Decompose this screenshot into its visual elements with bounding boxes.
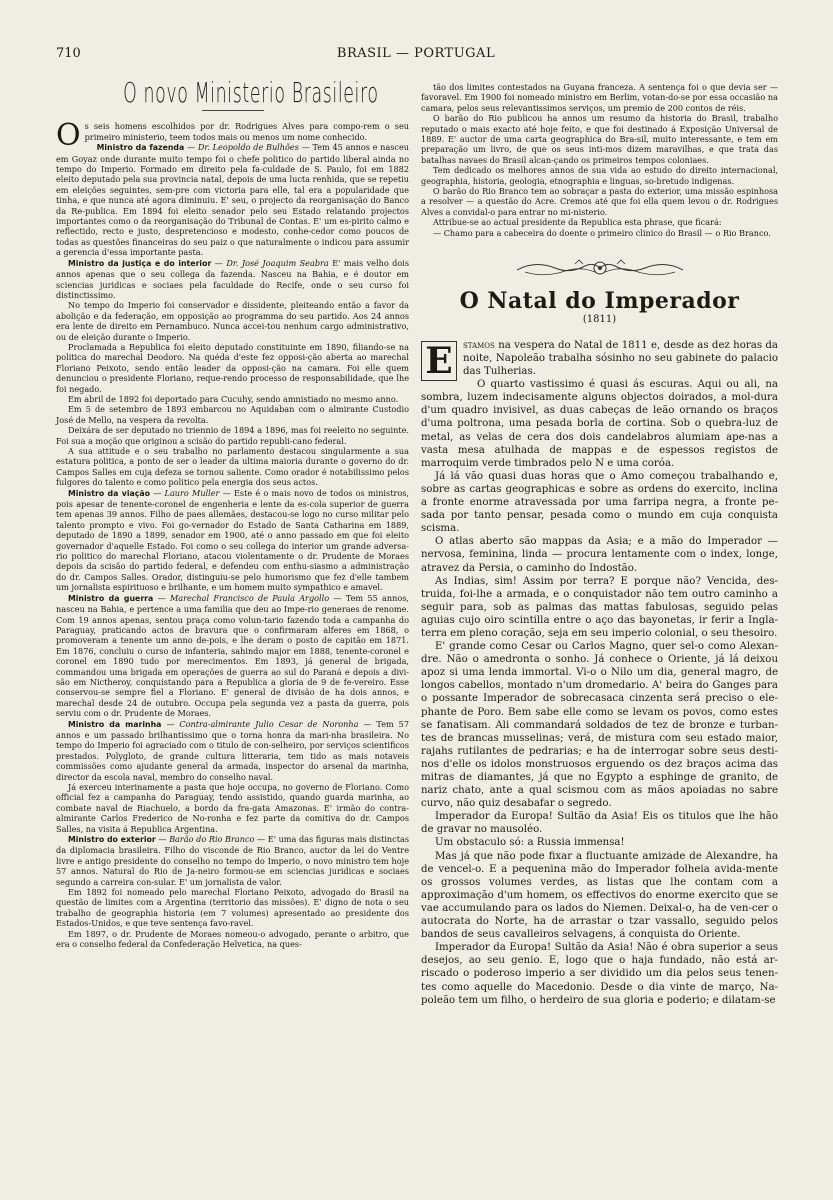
paragraph: — Chamo para a cabeceira do doente o primeiro clinico do Brasil — o Rio Branco.	[433, 227, 771, 238]
right-column	[421, 82, 778, 1007]
intro-text: s seis homens escolhidos por dr. Rodrigues Alves para compo-rem o seu primeiro ministerio, teem todos mais ou menos um nome conhecido.	[84, 121, 409, 142]
lead-word: stamos	[463, 339, 495, 351]
paragraph: tão dos limites contestados na Guyana franceza. A sentença foi o que devia ser — favoravel. Em 1900 foi nomeado ministro em Berlim, votan-do-se por essa occasião na camara, pelos seus relevantissimos serviços, um premio de 200 contos de réis.	[421, 82, 778, 113]
article-title-natal: O Natal do Imperador	[459, 288, 740, 315]
paragraph: Ministro da guerra — Marechal Francisco de Paula Argollo — Tem 55 annos, nasceu na Bahia, e pertence a uma familia que deu ao Impe-rio generaes de renome. Com 19 annos apenas, sentou praça como volun-tario fazendo toda a campanha do Paraguay, praticando actos de bravura que o confirmaram alferes em 1868, o promoveram a tenente um anno de-pois, e lhe deram o posto de capitão em 1871. Em 1876, concluiu o curso de infanteria, sahindo major em 1888, tenente-coronel e coronel em 1890 tudo por merecimentos. Em 1893, já general de brigada, commandou uma brigada em operações de guerra ao sul do Paraná e depois a divi-são em Nictheroy, conquistando para a Republica a gloria de 9 de fe-vereiro. Esse conservou-se sempre fiel a Floriano. E' general de divisão de ha dois annos, e marechal desde 24 de outubro. Occupa pela segunda vez a pasta da guerra, pois serviu com o dr. Prudente de Moraes.	[56, 592, 409, 719]
paragraph: Já lá vão quasi duas horas que o Amo começou trabalhando e, sobre as cartas geographicas e sobre as ordens do exercito, inclina a fronte enorme atravessada por uma farripa negra, a fronte pe-sada por tanto pensar, pesada como o mundo em cuja conquista scisma.	[421, 470, 778, 535]
minister-name: Barão do Rio Branco	[169, 834, 255, 845]
minister-name: Marechal Francisco de Paula Argollo	[169, 592, 330, 603]
section-lead: Ministro da viação	[68, 488, 150, 498]
section-lead: Ministro da marinha	[68, 719, 162, 729]
section-lead: Ministro da guerra	[68, 593, 154, 603]
article-year: (1811)	[582, 313, 617, 325]
page-number: 710	[56, 46, 81, 61]
paragraph: Em 1897, o dr. Prudente de Moraes nomeou-o advogado, perante o arbitro, que era o conselho federal da Confederação Helvetica, na ques-	[56, 928, 409, 950]
paragraph: Ministro da justiça e do interior — Dr. José Joaquim Seabra E' mais velho dois annos apenas que o seu collega da fazenda. Nasceu na Bahia, e é doutor em sciencias juridicas e sociaes pela faculdade do Recife, onde o seu curso foi distinctissimo.	[56, 257, 410, 300]
minister-name: Dr. Leopoldo de Bulhões	[197, 142, 299, 153]
section-lead: Ministro do exterior	[68, 835, 156, 845]
paragraph-text: — Tem 55 annos, nasceu na Bahia, e pertence a uma familia que deu ao Impe-rio generaes de renome. Com 19 annos apenas, sentou praça como volun-tario fazendo toda a campanha do Paraguay, praticando actos de bravura que o confirmaram alferes em 1868, o promoveram a tenente um anno de-pois, e lhe deram o posto de capitão em 1871. Em 1876, concluiu o curso de infanteria, sahindo major em 1888, tenente-coronel e coronel em 1890 tudo por merecimentos. Em 1893, já general de brigada, commandou uma brigada em operações de guerra ao sul do Paraná e depois a divi-são em Nictheroy, conquistando para a Republica a gloria de 9 de fe-vereiro. Esse conservou-se sempre fiel a Floriano. E' general de divisão de ha dois annos, e marechal desde 24 de outubro. Occupa pela segunda vez a pasta da guerra, pois serviu com o dr. Prudente de Moraes.	[56, 592, 409, 719]
paragraph: Mas já que não pode fixar a fluctuante amizade de Alexandre, ha de vencel-o. E a pequenina mão do Imperador folheia avida-mente os grossos volumes verdes, as listas que lhe contam com a approximação d'um homem, os effectivos do enorme exercito que se vae accumulando para os lados do Niemen. Deixal-o, ha de ven-cer o autocrata do Norte, ha de arrastar o tzar vassallo, seguido pelos bandos de seus cavalleiros selvagens, á conquista do Oriente.	[421, 850, 778, 941]
paragraph-text: E' mais velho dois annos apenas que o seu collega da fazenda. Nasceu na Bahia, e é doutor em sciencias juridicas e sociaes pela faculdade do Recife, onde o seu curso foi distinctissimo.	[56, 257, 410, 300]
paragraph: Tem dedicado os melhores annos de sua vida ao estudo do direito internacional, geographia, historia, geologia, etnographia e linguas, so-bretudo indigenas.	[421, 165, 778, 186]
paragraph: Em 5 de setembro de 1893 embarcou no Aquidaban com o almirante Custodio José de Mello, na vespera da revolta.	[56, 404, 409, 425]
paragraph: Deixára de ser deputado no triennio de 1894 a 1896, mas foi reeleito no seguinte. Foi sua a moção que originou a scisão do partido republi-cano federal.	[56, 425, 409, 446]
section-lead: Ministro da justiça e do interior	[68, 258, 212, 268]
paragraph: E' grande como Cesar ou Carlos Magno, quer sel-o como Alexan-dre. Não o amedronta o sonho. Já conhece o Oriente, já lá deixou apoz si uma lenda immortal. Vi-o o Nilo um dia, general magro, de longos cabellos, montado n'um dromedario. A' beira do Ganges para o possante Imperador de sobrecasaca cinzenta será preciso o ele-phante de Poro. Bem sabe elle como se levam os povos, como estes se fanatisam. Ali commandará soldados de tez de bronze e turban-tes de brancas musselinas; verá, de mistura com seu estado maior, rajahs rutilantes de pedrarias; e ha de interrogar sobre seus desti-nos d'elle os idolos monstruosos erguendo os dez braços acima das mitras de diamantes, já que no Egypto a esphinge de granito, de nariz chato, ante a qual scismou com as mãos apoiadas no sabre curvo, não quiz desabafar o segredo.	[421, 641, 778, 810]
paragraph: Ministro da fazenda — Dr. Leopoldo de Bulhões — Tem 45 annos e nasceu em Goyaz onde durante muito tempo foi o chefe politico do partido liberal ainda no tempo do Imperio. Formado em direito pela fa-culdade de S. Paulo, foi em 1882 eleito deputado pela sua provincia natal, depois de uma lucta renhida, que se repetiu em eleições seguintes, sem-pre com victoria para elle, tal era a popularidade que tinha, e que nunca até agora diminuiu. E' seu, o projecto da reorganisação do Banco da Re-publica. Em 1894 foi eleito senador pelo seu Estado relatando projectos importantes como o da reorganisação do Tribunal de Contas. E' um es-pirito calmo e reflectido, recto e justo, despretencioso e modesto, conhe-cedor como poucos de todas as questões financeiras do seu paiz o que naturalmente o indicou para assumir a gerencia d'essa importante pasta.	[56, 142, 409, 258]
paragraph: O quarto vastissimo é quasi ás escuras. Aqui ou ali, na sombra, luzem indecisamente alguns objectos doirados, a mol-dura d'um quadro invisivel, as duas cabeças de leão ornando os braços d'uma poltrona, uma pesada borla de cortina. Sob o quebra-luz de metal, as velas de cera dos dois candelabros alumiam ape-nas a vasta mesa atulhada de mappas e de espessos registos de marroquim verde timbrados pelo N e uma coróa.	[421, 379, 778, 469]
paragraph-text: — E' uma das figuras mais distinctas da diplomacia brasileira. Filho do visconde de Rio Branco, auctor da lei do Ventre livre e antigo presidente do conselho no tempo do Imperio, o novo ministro tem hoje 57 annos. Natural do Rio de Ja-neiro formou-se em sciencias juridicas e sociaes segundo a carreira con-sular. E' um jornalista de valor.	[56, 834, 409, 887]
page-header	[56, 46, 776, 66]
paragraph: Attribue-se ao actual presidente da Republica esta phrase, que ficará:	[433, 217, 722, 228]
lead-paragraph	[421, 339, 778, 382]
paragraph: Imperador da Europa! Sultão da Asia! Não é obra superior a seus desejos, ao seu genio. E, logo que o haja fundado, não está ar-riscado o poderoso imperio a ser dividido um dia pelos seus tenen-tes como aquelle do Macedonio. Desde o dia vinte de março, Na-poleão tem um filho, o herdeiro de sua gloria e poderio; e dilatam-se	[421, 942, 778, 1006]
paragraph: Ministro da marinha — Contra-almirante Julio Cesar de Noronha — Tem 57 annos e um passado brilhantissimo que o torna honra da mari-nha brasileira. No tempo do Imperio foi agraciado com o titulo de con-selheiro, por serviços scientificos prestados. Polygloto, de grande cultura litteraria, tem tido as mais notaveis commissões como ajudante general da armada, inspector do arsenal da marinha, director da escola naval, membro do conselho naval.	[56, 718, 409, 782]
paragraph: As Indias, sim! Assim por terra? E porque não? Vencida, des-truida, foi-lhe a armada, e o conquistador não tem outro caminho a seguir para, sob as palmas das mattas fabulosas, seguido pelas aguias cujo oiro scintilla entre o aço das bayonetas, ir ferir a Ingla-terra em pleno coração, seja em seu imperio colonial, o seu thesoiro.	[421, 575, 778, 639]
minister-name: Dr. José Joaquim Seabra	[226, 257, 329, 268]
running-title: BRASIL — PORTUGAL	[336, 46, 496, 61]
paragraph: Um obstaculo só: a Russia immensa!	[435, 837, 625, 849]
minister-name: Contra-almirante Julio Cesar de Noronha	[179, 718, 359, 729]
paragraph: No tempo do Imperio foi conservador e dissidente, pleiteando então a favor da abolição e da federação, em opposição ao programma do seu partido. Aos 24 annos era lente de direito em Pernambuco. Nunca accei-tou nenhum cargo administrativo, ou de eleição durante o Imperio.	[56, 300, 409, 342]
paragraph-text: — Tem 57 annos e um passado brilhantissimo que o torna honra da mari-nha brasileira. No tempo do Imperio foi agraciado com o titulo de con-selheiro, por serviços scientificos prestados. Polygloto, de grande cultura litteraria, tem tido as mais notaveis commissões como ajudante general da armada, inspector do arsenal da marinha, director da escola naval, membro do conselho naval.	[56, 718, 409, 782]
left-column	[56, 76, 410, 950]
drop-cap: E	[421, 341, 457, 381]
paragraph: Proclamada a Republica foi eleito deputado constituinte em 1890, filiando-se na politica do marechal Deodoro. Na quéda d'este fez opposi-ção aberta ao marechal Floriano Peixoto, sendo então leader da opposi-ção na camara. Foi elle quem denunciou o presidente Floriano, reque-rendo processo de responsabilidade, que lhe foi negado.	[56, 341, 409, 394]
paragraph: O atlas aberto são mappas da Asia; e a mão do Imperador — nervosa, feminina, linda — procura lentamente com o index, longe, atravez da Persia, o caminho do Indostão.	[421, 536, 778, 574]
paragraph: Imperador da Europa! Sultão da Asia! Eis os titulos que lhe hão de gravar no mausoléo.	[421, 811, 778, 836]
article-title: O novo Ministerio Brasileiro	[123, 76, 379, 109]
paragraph-text: — Tem 45 annos e nasceu em Goyaz onde durante muito tempo foi o chefe politico do partido liberal ainda no tempo do Imperio. Formado em direito pela fa-culdade de S. Paulo, foi em 1882 eleito deputado pela sua provincia natal, depois de uma lucta renhida, que se repetiu em eleições seguintes, sem-pre com victoria para elle, tal era a popularidade que tinha, e que nunca até agora diminuiu. E' seu, o projecto da reorganisação do Banco da Re-publica. Em 1894 foi eleito senador pelo seu Estado relatando projectos importantes como o da reorganisação do Tribunal de Contas. E' um es-pirito calmo e reflectido, recto e justo, despretencioso e modesto, conhe-cedor como poucos de todas as questões financeiras do seu paiz o que naturalmente o indicou para assumir a gerencia d'essa importante pasta.	[56, 142, 409, 258]
paragraph: A sua attitude e o seu trabalho no parlamento destacou singularmente a sua estatura politica, a ponto de ser o leader da ultima maioria durante o governo do dr. Campos Salles em cuja defeza se tornou saliente. Como orador é notabilissimo pelos fulgores do talento e como politico pela energia dos seus actos.	[56, 446, 409, 488]
paragraph: O barão do Rio Branco tem ao sobraçar a pasta do exterior, uma missão espinhosa a resolver — a questão do Acre. Cremos até que foi ella quem levou o dr. Rodrigues Alves a convidal-o para entrar no mi-nisterio.	[421, 186, 778, 217]
paragraph: O barão do Rio publicou ha annos um resumo da historia do Brasil, trabalho reputado o mais exacto até hoje feito, e que foi destinado á Exposição Universal de 1889. E' auctor de uma carta geographica do Bra-sil, muito interessante, e tem em preparação um livro, de que os seus inti-mos dizem maravilhas, e que trata das batalhas navaes do Brasil alcan-çando os primeiros tempos coloniaes.	[421, 113, 778, 165]
paragraph: Em abril de 1892 foi deportado para Cucuhy, sendo amnistiado no mesmo anno.	[68, 393, 399, 404]
decorative-ornament-icon	[515, 256, 685, 282]
section-lead: Ministro da fazenda	[96, 143, 185, 153]
title-divider	[202, 110, 264, 111]
paragraph: Em 1892 foi nomeado pelo marechal Floriano Peixoto, advogado do Brasil na questão de limites com a Argentina (territorio das missões). E' digno de nota o seu trabalho de geographia historia (em 7 volumes) apresentado ao presidente dos Estados-Unidos, e que teve sentença favo-ravel.	[56, 887, 409, 929]
paragraph-text: — Este é o mais novo de todos os ministros, pois apesar de tenente-coronel de engenheria e lente da es-cola superior de guerra tem apenas 39 annos. Filho de paes allemães, destacou-se logo no curso militar pelo talento prompto e vivo. Foi go-vernador do Estado de Santa Catharina em 1889, deputado de 1890 a 1899, senador em 1900, até o anno passado em que foi eleito governador d'aquelle Estado. Foi como o seu collega do interior um grande adversa-rio politico do marechal Floriano, atacou violentamente o dr. Prudente de Moraes depois da scisão do partido federal, e defendeu com enthu-siasmo a administração do dr. Campos Salles. Orador, distinguiu-se pelo humorismo que fez d'elle tambem um jornalista espirituoso e brilhante, e um homem muito sympathico e amavel.	[56, 487, 409, 593]
paragraph: Já exerceu interinamente a pasta que hoje occupa, no governo de Floriano. Como official fez a campanha do Paraguay, tendo assistido, quando guarda marinha, ao combate naval de Riachuelo, a bordo da fra-gata Amazonas. E' irmão do contra-almirante Carlos Frederico de No-ronha e fez parte da comitiva do dr. Campos Salles, na visita á Republica Argentina.	[56, 782, 409, 834]
paragraph: Ministro da viação — Lauro Muller — Este é o mais novo de todos os ministros, pois apesar de tenente-coronel de engenheria e lente da es-cola superior de guerra tem apenas 39 annos. Filho de paes allemães, destacou-se logo no curso militar pelo talento prompto e vivo. Foi go-vernador do Estado de Santa Catharina em 1889, deputado de 1890 a 1899, senador em 1900, até o anno passado em que foi eleito governador d'aquelle Estado. Foi como o seu collega do interior um grande adversa-rio politico do marechal Floriano, atacou violentamente o dr. Prudente de Moraes depois da scisão do partido federal, e defendeu com enthu-siasmo a administração do dr. Campos Salles. Orador, distinguiu-se pelo humorismo que fez d'elle tambem um jornalista espirituoso e brilhante, e um homem muito sympathico e amavel.	[56, 487, 409, 593]
paragraph-text: na vespera do Natal de 1811 e, desde as dez horas da noite, Napoleão trabalha sósinho no seu gabinete do palacio das Tulherias.	[463, 339, 778, 378]
natal-body	[421, 339, 778, 1007]
paragraph: Ministro do exterior — Barão do Rio Branco — E' uma das figuras mais distinctas da diplomacia brasileira. Filho do visconde de Rio Branco, auctor da lei do Ventre livre e antigo presidente do conselho no tempo do Imperio, o novo ministro tem hoje 57 annos. Natural do Rio de Ja-neiro formou-se em sciencias juridicas e sociaes segundo a carreira con-sular. E' um jornalista de valor.	[56, 834, 409, 887]
minister-name: Lauro Muller	[164, 487, 220, 498]
drop-cap: O	[56, 118, 81, 154]
